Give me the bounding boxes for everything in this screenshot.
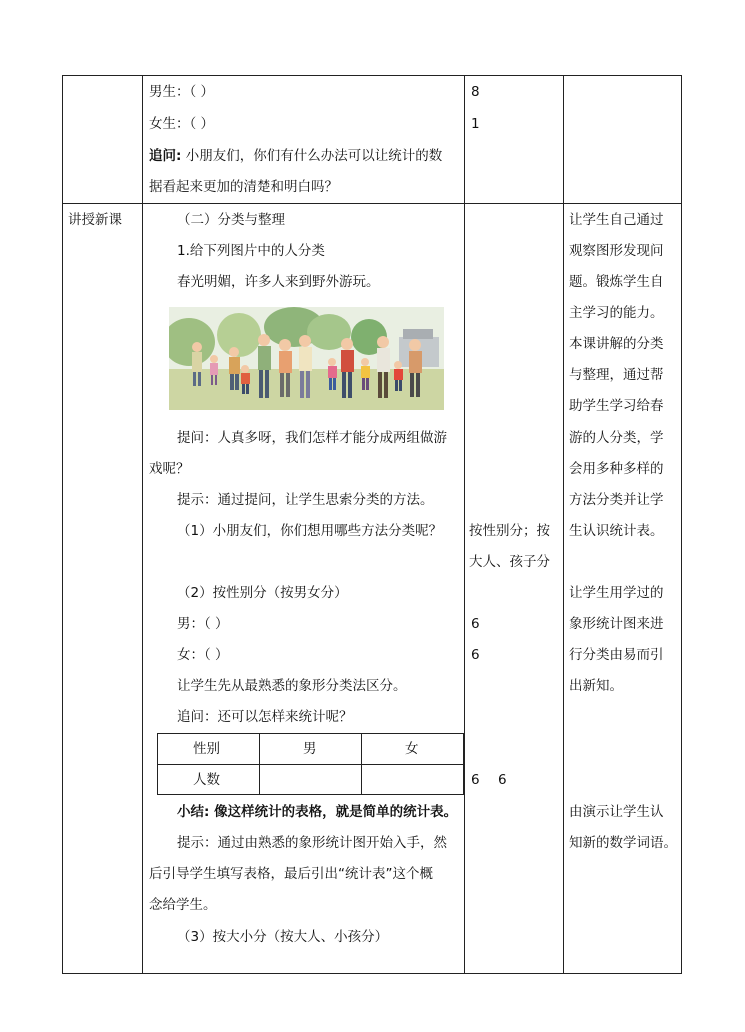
table-right-border xyxy=(681,75,682,974)
stat-header-female: 女 xyxy=(405,741,419,757)
summary-statement: 小结: 像这样统计的表格，就是简单的统计表。 xyxy=(177,804,458,820)
note-line-4: 主学习的能力。 xyxy=(569,305,664,321)
answer-methods-line2: 大人、孩子分 xyxy=(469,554,550,570)
note-line-12: 让学生用学过的 xyxy=(569,585,664,601)
male-count-line: 男：（ ） xyxy=(177,616,229,632)
statistics-table xyxy=(157,733,464,795)
question-line2: 戏呢？ xyxy=(149,461,190,477)
answer-table-male: 6 xyxy=(471,772,480,788)
answer-table-female: 6 xyxy=(498,772,507,788)
by-gender-heading: （2）按性别分（按男女分） xyxy=(177,585,348,601)
hint-classify: 提示：通过提问，让学生思索分类的方法。 xyxy=(177,492,434,508)
subsection-title: （二）分类与整理 xyxy=(177,212,285,228)
table-bottom-border xyxy=(62,973,682,974)
follow-up-question-line1 xyxy=(149,146,442,166)
hint-line3: 念给学生。 xyxy=(149,897,217,913)
stat-table-top xyxy=(157,733,464,734)
stat-header-male: 男 xyxy=(303,741,317,757)
stat-table-col2 xyxy=(361,733,362,795)
answer-methods-line1: 按性别分；按 xyxy=(469,523,550,539)
stat-row-count-label: 人数 xyxy=(193,772,220,788)
follow-up-question-line2: 据看起来更加的清楚和明白吗？ xyxy=(149,179,338,195)
answer-girls: 1 xyxy=(471,116,480,132)
follow-up-label: 追问: xyxy=(149,148,182,164)
stat-header-gender: 性别 xyxy=(193,741,220,757)
girls-count-line: 女生：（ ） xyxy=(149,116,215,132)
column-divider-2 xyxy=(464,75,465,974)
note-line-8: 游的人分类，学 xyxy=(569,430,664,446)
note-line-3: 题。锻炼学生自 xyxy=(569,274,664,290)
boys-count-line: 男生：（ ） xyxy=(149,84,215,100)
column-divider-3 xyxy=(563,75,564,974)
scene-description: 春光明媚，许多人来到野外游玩。 xyxy=(177,274,380,290)
note-line-17: 知新的数学词语。 xyxy=(569,835,677,851)
people-picture xyxy=(169,307,444,410)
note-line-1: 让学生自己通过 xyxy=(569,212,664,228)
hint-line2: 后引导学生填写表格，最后引出“统计表”这个概 xyxy=(149,866,433,882)
note-line-11: 生认识统计表。 xyxy=(569,523,664,539)
table-left-border xyxy=(62,75,63,974)
method-question: （1）小朋友们，你们想用哪些方法分类呢？ xyxy=(177,523,443,539)
spring-outing-illustration xyxy=(169,307,444,410)
question-line1: 提问：人真多呀，我们怎样才能分成两组做游 xyxy=(177,430,447,446)
hint-line1: 提示：通过由熟悉的象形统计图开始入手，然 xyxy=(177,835,447,851)
answer-female: 6 xyxy=(471,647,480,663)
row-divider xyxy=(62,203,682,204)
pictograph-note: 让学生先从最熟悉的象形分类法区分。 xyxy=(177,678,407,694)
female-count-line: 女：（ ） xyxy=(177,647,229,663)
by-size-heading: （3）按大小分（按大人、小孩分） xyxy=(177,929,389,945)
note-line-14: 行分类由易而引 xyxy=(569,647,664,663)
note-line-16: 由演示让学生认 xyxy=(569,804,664,820)
note-line-10: 方法分类并让学 xyxy=(569,492,664,508)
note-line-7: 助学生学习给春 xyxy=(569,398,664,414)
note-line-2: 观察图形发现问 xyxy=(569,243,664,259)
task-instruction: 1.给下列图片中的人分类 xyxy=(177,243,325,259)
stat-table-left xyxy=(157,733,158,795)
table-top-border xyxy=(62,75,682,76)
stat-table-bottom xyxy=(157,794,464,795)
follow-up-text: 小朋友们，你们有什么办法可以让统计的数 xyxy=(181,148,443,164)
answer-male: 6 xyxy=(471,616,480,632)
column-divider-1 xyxy=(142,75,143,974)
stat-table-middle xyxy=(157,764,464,765)
note-line-6: 与整理，通过帮 xyxy=(569,367,664,383)
note-line-15: 出新知。 xyxy=(569,678,623,694)
note-line-9: 会用多种多样的 xyxy=(569,461,664,477)
stat-table-col1 xyxy=(259,733,260,795)
stat-table-right xyxy=(463,733,464,795)
answer-boys: 8 xyxy=(471,84,480,100)
note-line-5: 本课讲解的分类 xyxy=(569,336,664,352)
follow-up-how: 追问：还可以怎样来统计呢？ xyxy=(177,709,353,725)
section-label: 讲授新课 xyxy=(68,212,122,228)
note-line-13: 象形统计图来进 xyxy=(569,616,664,632)
